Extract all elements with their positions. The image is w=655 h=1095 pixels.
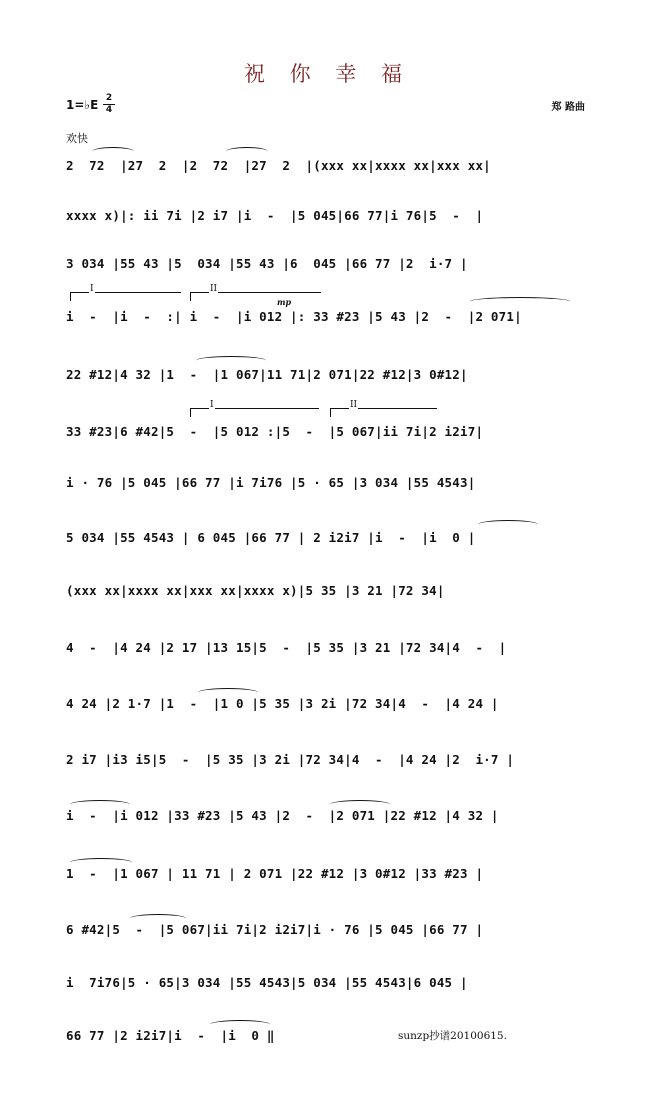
slur [330,800,390,809]
slur [210,1020,270,1029]
notation-line-9: (xxx xx|xxxx xx|xxx xx|xxxx x)|5 35 |3 21 |72 34| [66,583,445,598]
first-ending-label-2: I [210,400,214,410]
notation-line-15: 6 #42|5 - |5 067|ii 7i|2 i2i7|i · 76 |5 045 |66 77 | [66,922,484,937]
time-numerator: 2 [105,93,113,103]
first-ending-bracket-2 [190,400,319,417]
notation-line-5: 22 #12|4 32 |1 - |1 067|11 71|2 071|22 #12|3 0#12| [66,367,468,382]
notation-line-8: 5 034 |55 4543 | 6 045 |66 77 | 2 i2i7 |i - |i 0 | [66,530,476,545]
slur [196,356,266,365]
first-ending-label: I [90,284,94,294]
second-ending-bracket [190,284,321,301]
second-ending-label: II [210,284,218,294]
second-ending-bracket-2 [330,400,437,417]
slur [226,147,268,156]
time-denominator: 4 [105,105,113,115]
composer-credit: 郑 路曲 [551,102,585,113]
notation-line-11: 4 24 |2 1·7 |1 - |1 0 |5 35 |3 2i |72 34|4 - |4 24 | [66,696,499,711]
notation-line-13: i - |i 012 |33 #23 |5 43 |2 - |2 071 |22 #12 |4 32 | [66,808,499,823]
time-signature [103,94,115,115]
key-signature: 1=♭E [66,98,99,112]
notation-line-10: 4 - |4 24 |2 17 |13 15|5 - |5 35 |3 21 |72 34|4 - | [66,640,507,655]
dynamic-mark: mp [277,297,292,307]
first-ending-bracket [70,284,181,301]
notation-line-14: 1 - |1 067 | 11 71 | 2 071 |22 #12 |3 0#12 |33 #23 | [66,866,484,881]
song-title: 祝 你 幸 福 [243,62,412,86]
transcriber-credit: sunzp抄谱20100615. [398,1030,507,1042]
slur [70,858,132,867]
notation-line-12: 2 i7 |i3 i5|5 - |5 35 |3 2i |72 34|4 - |4 24 |2 i·7 | [66,752,515,767]
notation-line-6: 33 #23|6 #42|5 - |5 012 :|5 - |5 067|ii 7i|2 i2i7| [66,424,484,439]
slur [70,800,130,809]
notation-line-2: xxxx x)|: ii 7i |2 i7 |i - |5 045|66 77|i 76|5 - | [66,208,484,223]
slur [470,297,570,306]
slur [130,914,186,923]
slur [198,688,258,697]
slur [478,520,538,529]
notation-line-16: i 7i76|5 · 65|3 034 |55 4543|5 034 |55 4543|6 045 | [66,975,468,990]
notation-line-4: i - |i - :| i - |i 012 |: 33 #23 |5 43 |2 - |2 071| [66,309,522,324]
notation-line-3: 3 034 |55 43 |5 034 |55 43 |6 045 |66 77 |2 i·7 | [66,256,468,271]
slur [92,147,134,156]
second-ending-label-2: II [350,400,358,410]
notation-line-1: 2 72 |27 2 |2 72 |27 2 |(xxx xx|xxxx xx|xxx xx| [66,158,491,173]
tempo-marking: 欢快 [66,132,88,145]
notation-line-17: 66 77 |2 i2i7|i - |i 0 ‖ [66,1028,275,1043]
notation-line-7: i · 76 |5 045 |66 77 |i 7i76 |5 · 65 |3 034 |55 4543| [66,475,476,490]
